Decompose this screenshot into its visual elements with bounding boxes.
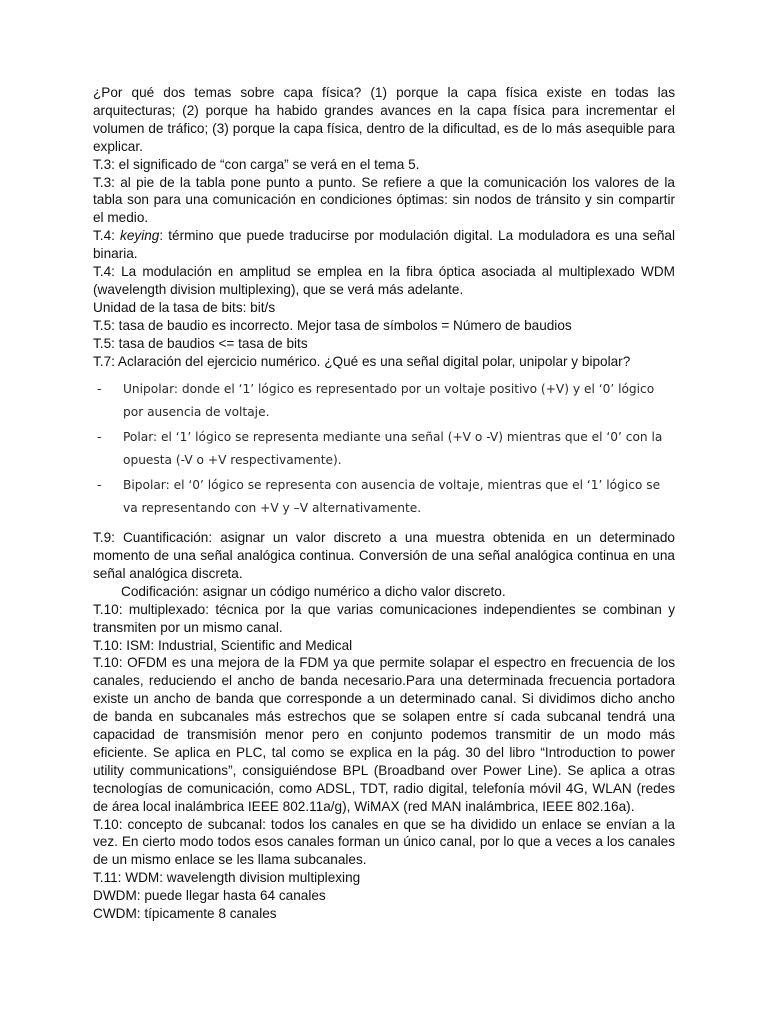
document-page (93, 84, 675, 923)
paragraph-t3-carga: T.3: el significado de “con carga” se verá en el tema 5. (93, 156, 420, 172)
list-item-text: Bipolar: el ‘0’ lógico se representa con ausencia de voltaje, mientras que el ‘1’ lógico se va representando con +V y –V alternativamente. (123, 477, 661, 516)
paragraph-t10-ism: T.10: ISM: Industrial, Scientific and Medical (93, 637, 353, 653)
paragraph-t5-baudio: T.5: tasa de baudio es incorrecto. Mejor tasa de símbolos = Número de baudios (93, 317, 572, 333)
list-item-bipolar (93, 474, 675, 521)
bullet-marker: - (97, 429, 102, 444)
keying-term: keying (120, 228, 160, 244)
list-item-polar (93, 426, 675, 473)
paragraph-dwdm: DWDM: puede llegar hasta 64 canales (93, 888, 326, 904)
signal-types-list (93, 378, 675, 522)
paragraph-unidad-bits: Unidad de la tasa de bits: bit/s (93, 299, 276, 315)
bullet-marker: - (97, 381, 102, 396)
paragraph-intro: ¿Por qué dos temas sobre capa física? (1) porque la capa física existe en todas las arquitecturas; (2) porque ha habido grandes avances en la capa física para incrementar el volumen de tráfico; (3) porque la capa física, dentro de la dificultad, es de lo más asequible para explicar. (93, 85, 675, 154)
bullet-marker: - (97, 477, 102, 492)
keying-rest: : término que puede traducirse por modulación digital. La moduladora es una señal binaria. (93, 228, 676, 262)
paragraph-codificacion: Codificación: asignar un código numérico a dicho valor discreto. (121, 583, 506, 599)
keying-prefix: T.4: (93, 228, 121, 244)
list-item-text: Polar: el ‘1’ lógico se representa mediante una señal (+V o -V) mientras que el ‘0’ con la opuesta (-V o +V respectivamente). (123, 429, 663, 468)
paragraph-t10-multiplexado: T.10: multiplexado: técnica por la que varias comunicaciones independientes se combinan y transmiten por un mismo canal. (93, 601, 675, 635)
list-item-unipolar (93, 378, 675, 425)
paragraph-t4-keying (93, 227, 675, 263)
paragraph-t7-aclaracion: T.7: Aclaración del ejercicio numérico. ¿Qué es una señal digital polar, unipolar y bipolar? (93, 353, 631, 369)
paragraph-t10-ofdm: T.10: OFDM es una mejora de la FDM ya que permite solapar el espectro en frecuencia de los canales, reduciendo el ancho de banda necesario.Para una determinada frecuencia portadora existe un ancho de banda que corresponde a un determinado canal. Si dividimos dicho ancho de banda en subcanales más estrechos que se solapen entre sí cada subcanal tendrá una capacidad de transmisión menor pero en conjunto podemos transmitir de un modo más eficiente. Se aplica en PLC, tal como se explica en la pág. 30 del libro “Introduction to power utility communications”, consiguiéndose BPL (Broadband over Power Line). Se aplica a otras tecnologías de comunicación, como ADSL, TDT, radio digital, telefonía móvil 4G, WLAN (redes de área local inalámbrica IEEE 802.11a/g), WiMAX (red MAN inalámbrica, IEEE 802.16a). (93, 655, 675, 814)
paragraph-t11-wdm: T.11: WDM: wavelength division multiplexing (93, 870, 361, 886)
paragraph-t3-tabla: T.3: al pie de la tabla pone punto a punto. Se refiere a que la comunicación los valores de la tabla son para una comunicación en condiciones óptimas: sin nodos de tránsito y sin compartir el medio. (93, 174, 675, 226)
paragraph-t5-baudios: T.5: tasa de baudios <= tasa de bits (93, 335, 308, 351)
paragraph-cwdm: CWDM: típicamente 8 canales (93, 906, 277, 922)
paragraph-t9-cuantificacion: T.9: Cuantificación: asignar un valor discreto a una muestra obtenida en un determinado momento de una señal analógica continua. Conversión de una señal analógica continua en una señal analógica discreta. (93, 530, 675, 581)
paragraph-t4-amplitud: T.4: La modulación en amplitud se emplea en la fibra óptica asociada al multiplexado WDM (wavelength division multiplexing), que se verá más adelante. (93, 264, 675, 297)
paragraph-t10-subcanal: T.10: concepto de subcanal: todos los canales en que se ha dividido un enlace se envían a la vez. En cierto modo todos esos canales forman un único canal, por lo que a veces a los canales de un mismo enlace se les llama subcanales. (93, 816, 675, 868)
list-item-text: Unipolar: donde el ‘1’ lógico es representado por un voltaje positivo (+V) y el ‘0’ lógico por ausencia de voltaje. (123, 381, 655, 420)
